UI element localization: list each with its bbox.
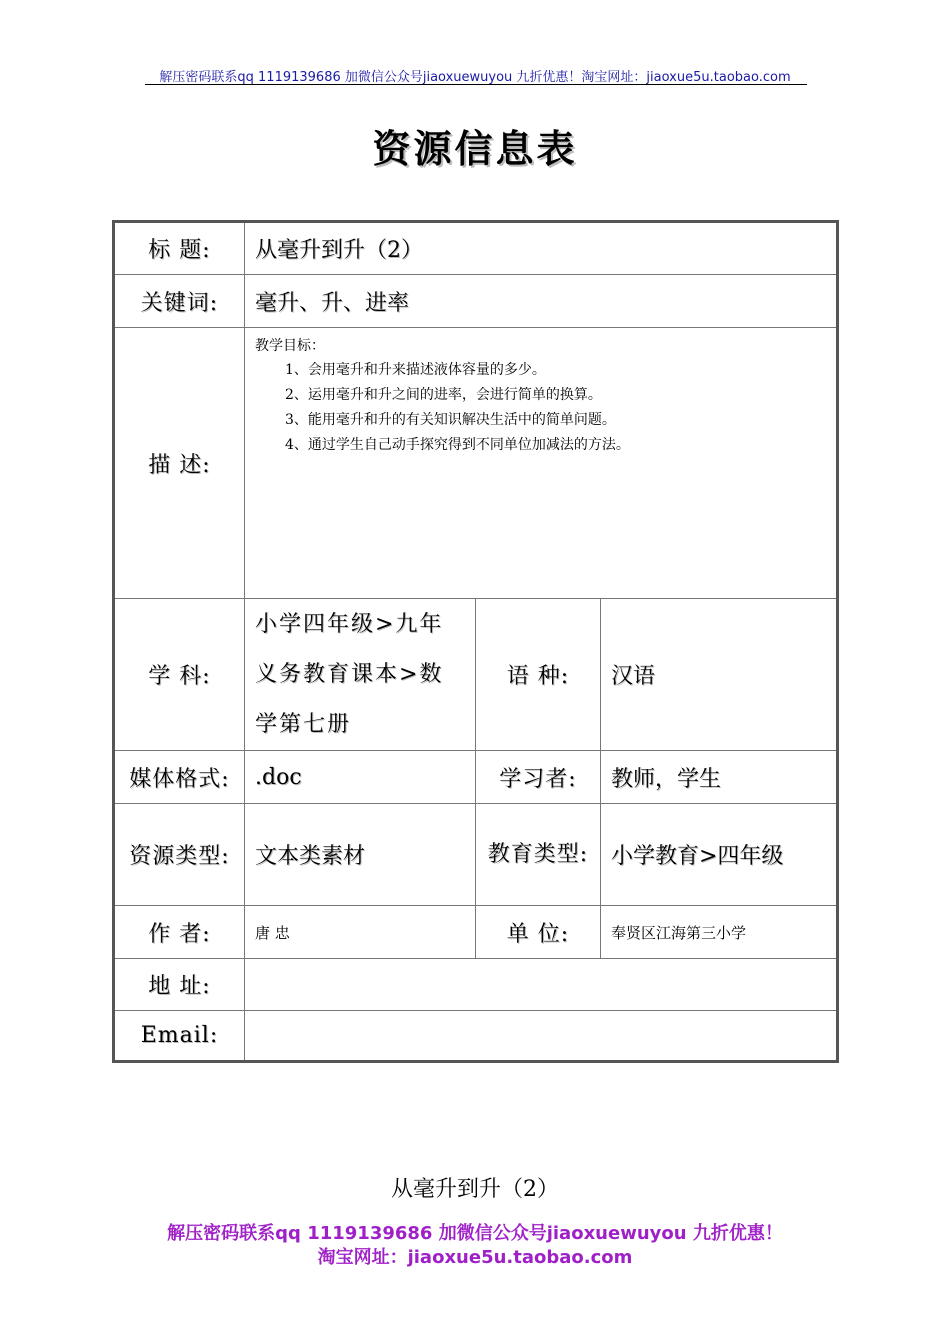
author-label: 作 者: (114, 906, 245, 959)
description-label: 描 述: (114, 328, 245, 599)
description-heading: 教学目标： (255, 338, 325, 354)
title-value: 从毫升到升（2） (245, 222, 838, 275)
row-resource-type (114, 804, 838, 906)
row-address (114, 959, 838, 1011)
unit-value: 奉贤区江海第三小学 (601, 906, 838, 959)
resource-type-value: 文本类素材 (245, 804, 476, 906)
row-media (114, 751, 838, 804)
education-type-label: 教育类型: (476, 804, 601, 906)
title-label: 标 题: (114, 222, 245, 275)
media-format-label: 媒体格式: (114, 751, 245, 804)
subject-value: 小学四年级>九年义务教育课本>数学第七册 (245, 599, 476, 751)
email-label: Email: (114, 1011, 245, 1062)
email-value (245, 1011, 838, 1062)
learner-value: 教师，学生 (601, 751, 838, 804)
description-goal: 3、能用毫升和升的有关知识解决生活中的简单问题。 (285, 412, 616, 428)
keywords-label: 关键词: (114, 275, 245, 328)
resource-type-label: 资源类型: (114, 804, 245, 906)
description-goal: 4、通过学生自己动手探究得到不同单位加减法的方法。 (285, 437, 630, 453)
header-divider (145, 84, 807, 85)
row-email (114, 1011, 838, 1062)
education-type-value: 小学教育>四年级 (601, 804, 838, 906)
author-value: 唐 忠 (245, 906, 476, 959)
row-author (114, 906, 838, 959)
language-value: 汉语 (601, 599, 838, 751)
resource-info-table (112, 220, 839, 1063)
row-subject (114, 599, 838, 751)
subject-label: 学 科: (114, 599, 245, 751)
learner-label: 学习者: (476, 751, 601, 804)
row-description (114, 328, 838, 599)
row-keywords (114, 275, 838, 328)
address-label: 地 址: (114, 959, 245, 1011)
footer-watermark-line-1: 解压密码联系qq 1119139686 加微信公众号jiaoxuewuyou 九折优惠！ (167, 1223, 783, 1244)
unit-label: 单 位: (476, 906, 601, 959)
row-title (114, 222, 838, 275)
language-label: 语 种: (476, 599, 601, 751)
page-title: 资源信息表 (372, 127, 578, 171)
description-cell (245, 328, 838, 599)
header-watermark-note: 解压密码联系qq 1119139686 加微信公众号jiaoxuewuyou 九折优惠！淘宝网址：jiaoxue5u.taobao.com (159, 70, 791, 85)
footer-title: 从毫升到升（2） (391, 1177, 559, 1202)
description-goal: 1、会用毫升和升来描述液体容量的多少。 (285, 362, 546, 378)
description-goal: 2、运用毫升和升之间的进率，会进行简单的换算。 (285, 387, 602, 403)
address-value (245, 959, 838, 1011)
media-format-value: .doc (245, 751, 476, 804)
footer-watermark-line-2: 淘宝网址：jiaoxue5u.taobao.com (317, 1247, 633, 1268)
keywords-value: 毫升、升、进率 (245, 275, 838, 328)
